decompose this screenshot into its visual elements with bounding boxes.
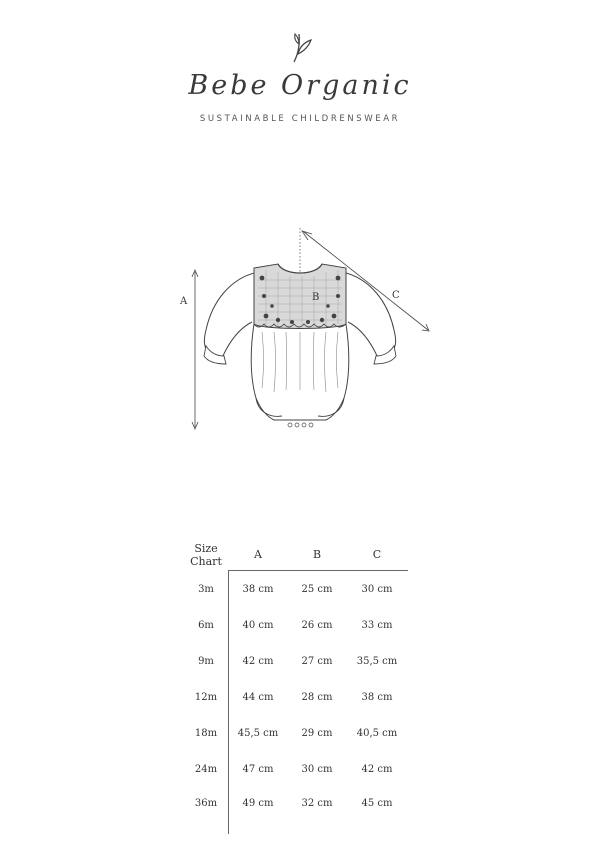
table-row xyxy=(0,620,600,636)
measure-a-cell: 40 cm xyxy=(242,620,274,631)
measure-c-cell: 40,5 cm xyxy=(356,728,398,739)
measure-c-cell: 33 cm xyxy=(361,620,393,631)
brand-tagline: SUSTAINABLE CHILDRENSWEAR xyxy=(199,114,401,124)
dimension-a-arrow xyxy=(192,270,198,429)
measure-c-cell: 38 cm xyxy=(361,692,393,703)
size-cell: 6m xyxy=(198,620,214,631)
measure-a-cell: 38 cm xyxy=(242,584,274,595)
table-row xyxy=(0,764,600,780)
measure-a-cell: 45,5 cm xyxy=(237,728,279,739)
size-cell: 3m xyxy=(198,584,214,595)
table-row xyxy=(0,728,600,744)
column-header-a: A xyxy=(254,548,262,561)
measure-b-cell: 27 cm xyxy=(301,656,333,667)
measure-b-cell: 29 cm xyxy=(301,728,333,739)
measure-b-cell: 32 cm xyxy=(301,798,333,809)
size-chart xyxy=(0,538,600,838)
size-cell: 9m xyxy=(198,656,214,667)
measure-c-cell: 35,5 cm xyxy=(356,656,398,667)
dimension-b-label: B xyxy=(312,292,320,303)
size-chart-title-line2: Chart xyxy=(190,555,222,568)
table-row xyxy=(0,798,600,814)
size-cell: 36m xyxy=(194,798,218,809)
embroidered-bib xyxy=(254,264,346,329)
romper-diagram xyxy=(170,220,440,440)
column-header-b: B xyxy=(312,548,322,561)
size-chart-title xyxy=(180,542,232,568)
measure-c-cell: 45 cm xyxy=(361,798,393,809)
size-cell: 24m xyxy=(194,764,218,775)
table-row xyxy=(0,584,600,600)
header-divider xyxy=(228,570,408,571)
measure-b-cell: 25 cm xyxy=(301,584,333,595)
right-sleeve xyxy=(342,272,396,358)
column-header-c: C xyxy=(372,548,382,561)
dimension-a-label: A xyxy=(180,296,188,307)
size-chart-title-line1: Size xyxy=(194,542,218,555)
leaf-logo-icon xyxy=(286,28,320,64)
measure-c-cell: 30 cm xyxy=(361,584,393,595)
measure-b-cell: 26 cm xyxy=(301,620,333,631)
left-sleeve xyxy=(204,272,258,358)
measure-a-cell: 44 cm xyxy=(242,692,274,703)
brand-name: Bebe Organic xyxy=(188,70,412,101)
measure-b-cell: 28 cm xyxy=(301,692,333,703)
crotch-snaps xyxy=(288,423,313,427)
measure-a-cell: 49 cm xyxy=(242,798,274,809)
size-cell: 12m xyxy=(194,692,218,703)
dimension-c-label: C xyxy=(392,290,400,301)
measure-b-cell: 30 cm xyxy=(301,764,333,775)
table-row xyxy=(0,656,600,672)
size-cell: 18m xyxy=(194,728,218,739)
table-row xyxy=(0,692,600,708)
measure-a-cell: 47 cm xyxy=(242,764,274,775)
measure-a-cell: 42 cm xyxy=(242,656,274,667)
measure-c-cell: 42 cm xyxy=(361,764,393,775)
